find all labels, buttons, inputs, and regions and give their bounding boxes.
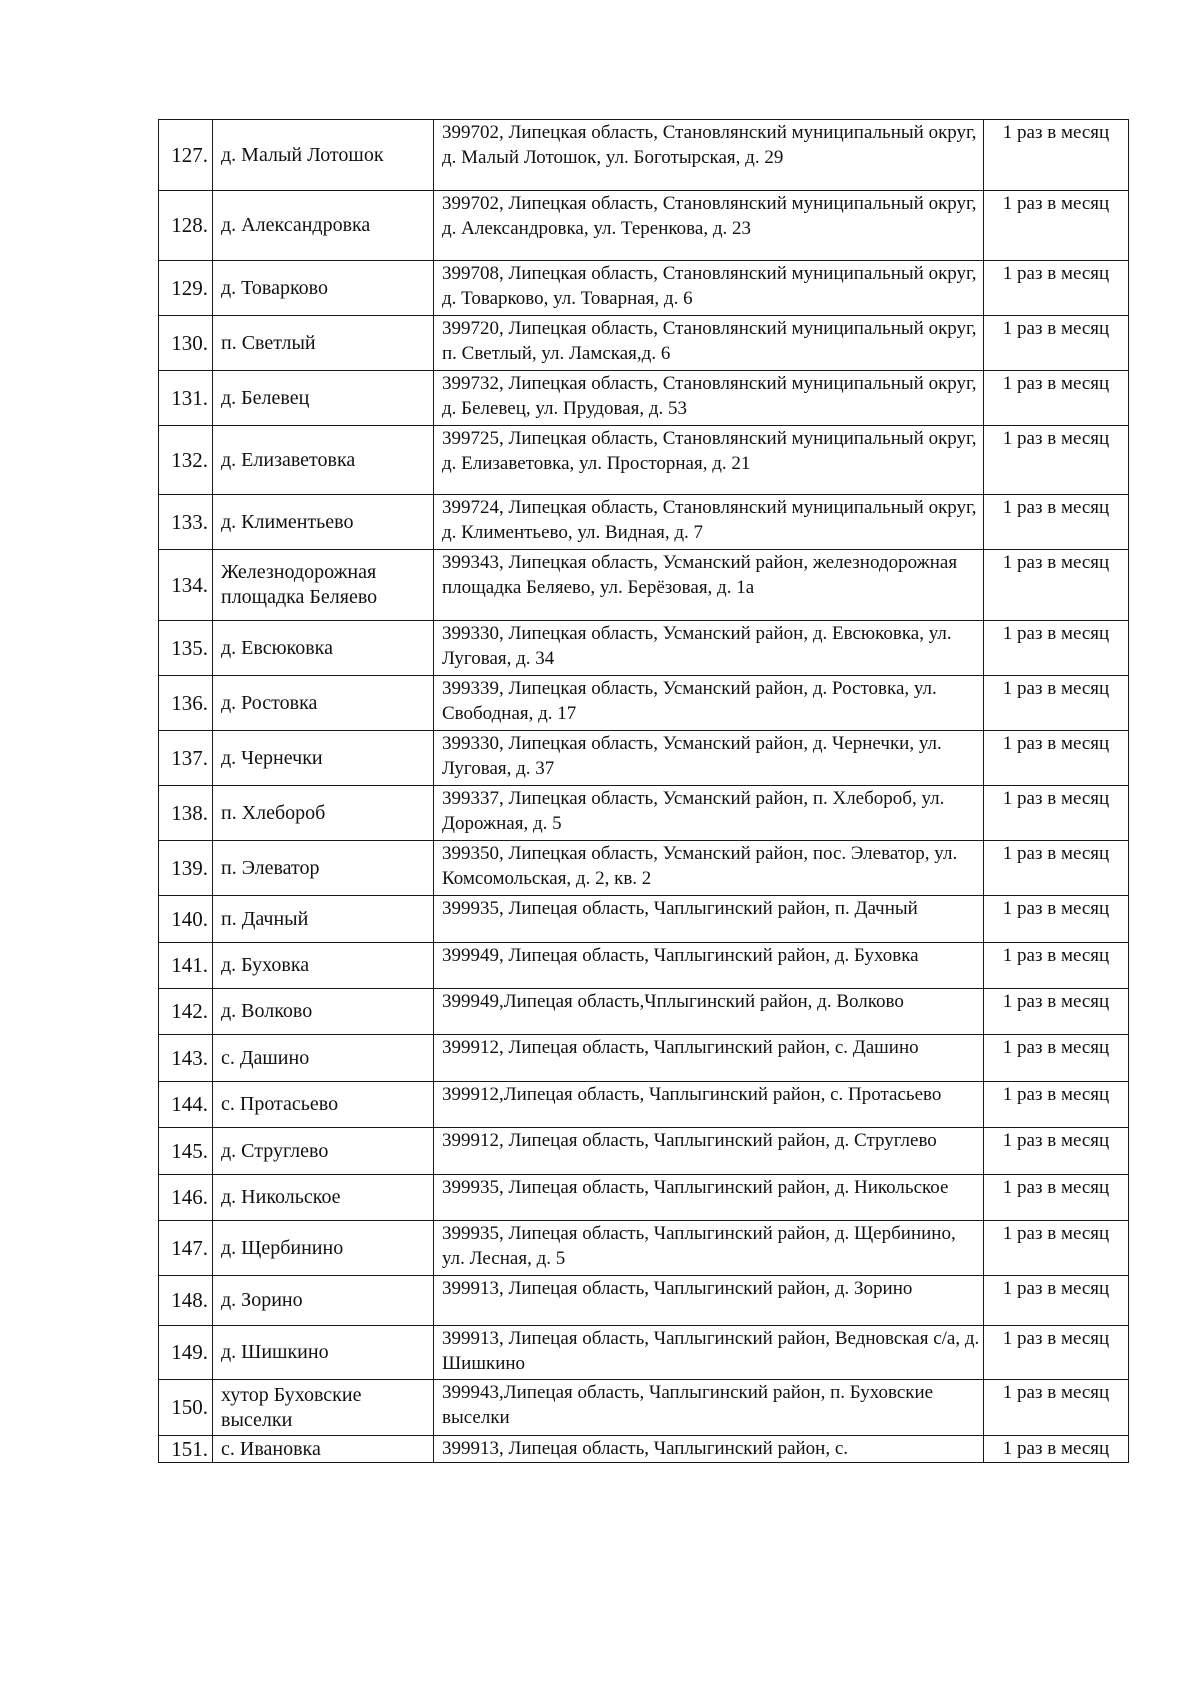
row-number: 144. <box>159 1082 213 1128</box>
row-number: 129. <box>159 261 213 316</box>
settlement-name: д. Малый Лотошок <box>213 120 434 191</box>
row-number: 145. <box>159 1128 213 1175</box>
table-row <box>159 495 1129 550</box>
row-number: 149. <box>159 1326 213 1380</box>
table-row <box>159 989 1129 1035</box>
table-row <box>159 841 1129 896</box>
table-row <box>159 1326 1129 1380</box>
settlement-address: 399330, Липецкая область, Усманский район, д. Евсюковка, ул. Луговая, д. 34 <box>434 621 984 676</box>
table-row <box>159 1276 1129 1326</box>
visit-frequency: 1 раз в месяц <box>984 1035 1129 1082</box>
settlement-name: д. Елизаветовка <box>213 426 434 495</box>
settlement-name: д. Товарково <box>213 261 434 316</box>
row-number: 146. <box>159 1175 213 1221</box>
settlement-address: 399702, Липецкая область, Становлянский муниципальный округ, д. Малый Лотошок, ул. Боготырская, д. 29 <box>434 120 984 191</box>
settlement-address: 399702, Липецкая область, Становлянский муниципальный округ, д. Александровка, ул. Теренкова, д. 23 <box>434 191 984 261</box>
visit-frequency: 1 раз в месяц <box>984 786 1129 841</box>
table-row <box>159 261 1129 316</box>
visit-frequency: 1 раз в месяц <box>984 731 1129 786</box>
settlement-name: д. Щербинино <box>213 1221 434 1276</box>
settlement-name: п. Дачный <box>213 896 434 943</box>
settlements-schedule-table <box>158 119 1129 1463</box>
settlement-name: д. Евсюковка <box>213 621 434 676</box>
row-number: 138. <box>159 786 213 841</box>
table-row <box>159 1380 1129 1436</box>
settlement-address: 399912, Липецая область, Чаплыгинский район, с. Дашино <box>434 1035 984 1082</box>
settlement-address: 399343, Липецкая область, Усманский район, железнодорожная площадка Беляево, ул. Берёзовая, д. 1а <box>434 550 984 621</box>
row-number: 130. <box>159 316 213 371</box>
settlement-address: 399913, Липецая область, Чаплыгинский район, д. Зорино <box>434 1276 984 1326</box>
row-number: 137. <box>159 731 213 786</box>
settlement-name: д. Струглево <box>213 1128 434 1175</box>
row-number: 143. <box>159 1035 213 1082</box>
settlement-name: д. Буховка <box>213 943 434 989</box>
settlement-address: 399912, Липецая область, Чаплыгинский район, д. Струглево <box>434 1128 984 1175</box>
row-number: 139. <box>159 841 213 896</box>
table-row <box>159 1436 1129 1463</box>
visit-frequency: 1 раз в месяц <box>984 1380 1129 1436</box>
visit-frequency: 1 раз в месяц <box>984 550 1129 621</box>
settlement-address: 399912,Липецая область, Чаплыгинский район, с. Протасьево <box>434 1082 984 1128</box>
visit-frequency: 1 раз в месяц <box>984 191 1129 261</box>
visit-frequency: 1 раз в месяц <box>984 989 1129 1035</box>
settlement-name: хутор Буховские выселки <box>213 1380 434 1436</box>
settlement-name: д. Зорино <box>213 1276 434 1326</box>
table-row <box>159 1128 1129 1175</box>
settlement-name: п. Элеватор <box>213 841 434 896</box>
visit-frequency: 1 раз в месяц <box>984 943 1129 989</box>
row-number: 127. <box>159 120 213 191</box>
settlement-address: 399935, Липецая область, Чаплыгинский район, д. Щербинино, ул. Лесная, д. 5 <box>434 1221 984 1276</box>
table-row <box>159 1175 1129 1221</box>
settlement-name: с. Ивановка <box>213 1436 434 1463</box>
table-row <box>159 191 1129 261</box>
row-number: 133. <box>159 495 213 550</box>
row-number: 128. <box>159 191 213 261</box>
visit-frequency: 1 раз в месяц <box>984 316 1129 371</box>
table-row <box>159 426 1129 495</box>
settlement-address: 399330, Липецкая область, Усманский район, д. Чернечки, ул. Луговая, д. 37 <box>434 731 984 786</box>
visit-frequency: 1 раз в месяц <box>984 1326 1129 1380</box>
settlement-name: д. Александровка <box>213 191 434 261</box>
visit-frequency: 1 раз в месяц <box>984 1436 1129 1463</box>
visit-frequency: 1 раз в месяц <box>984 1276 1129 1326</box>
row-number: 142. <box>159 989 213 1035</box>
visit-frequency: 1 раз в месяц <box>984 676 1129 731</box>
settlement-name: д. Климентьево <box>213 495 434 550</box>
visit-frequency: 1 раз в месяц <box>984 1128 1129 1175</box>
table-row <box>159 1221 1129 1276</box>
visit-frequency: 1 раз в месяц <box>984 426 1129 495</box>
table-row <box>159 676 1129 731</box>
settlement-address: 399949,Липецая область,Чплыгинский район, д. Волково <box>434 989 984 1035</box>
row-number: 134. <box>159 550 213 621</box>
table-row <box>159 316 1129 371</box>
settlement-name: с. Дашино <box>213 1035 434 1082</box>
table-row <box>159 371 1129 426</box>
row-number: 151. <box>159 1436 213 1463</box>
row-number: 148. <box>159 1276 213 1326</box>
settlement-address: 399943,Липецая область, Чаплыгинский район, п. Буховские выселки <box>434 1380 984 1436</box>
settlement-address: 399913, Липецая область, Чаплыгинский район, с. <box>434 1436 984 1463</box>
settlement-address: 399725, Липецкая область, Становлянский муниципальный округ, д. Елизаветовка, ул. Просторная, д. 21 <box>434 426 984 495</box>
settlement-address: 399732, Липецкая область, Становлянский муниципальный округ, д. Белевец, ул. Прудовая, д. 53 <box>434 371 984 426</box>
settlement-name: д. Волково <box>213 989 434 1035</box>
settlement-address: 399337, Липецкая область, Усманский район, п. Хлебороб, ул. Дорожная, д. 5 <box>434 786 984 841</box>
table-row <box>159 621 1129 676</box>
table-body <box>159 120 1129 1463</box>
settlement-name: д. Никольское <box>213 1175 434 1221</box>
settlement-address: 399724, Липецкая область, Становлянский муниципальный округ, д. Климентьево, ул. Видная, д. 7 <box>434 495 984 550</box>
row-number: 136. <box>159 676 213 731</box>
row-number: 132. <box>159 426 213 495</box>
settlement-address: 399949, Липецая область, Чаплыгинский район, д. Буховка <box>434 943 984 989</box>
settlement-name: д. Чернечки <box>213 731 434 786</box>
visit-frequency: 1 раз в месяц <box>984 841 1129 896</box>
settlement-name: д. Шишкино <box>213 1326 434 1380</box>
visit-frequency: 1 раз в месяц <box>984 896 1129 943</box>
visit-frequency: 1 раз в месяц <box>984 120 1129 191</box>
settlement-address: 399720, Липецкая область, Становлянский муниципальный округ, п. Светлый, ул. Ламская,д. 6 <box>434 316 984 371</box>
table-row <box>159 896 1129 943</box>
row-number: 131. <box>159 371 213 426</box>
row-number: 141. <box>159 943 213 989</box>
table-row <box>159 1082 1129 1128</box>
settlement-name: д. Ростовка <box>213 676 434 731</box>
visit-frequency: 1 раз в месяц <box>984 1175 1129 1221</box>
table-row <box>159 120 1129 191</box>
settlement-address: 399935, Липецая область, Чаплыгинский район, п. Дачный <box>434 896 984 943</box>
row-number: 147. <box>159 1221 213 1276</box>
settlement-name: с. Протасьево <box>213 1082 434 1128</box>
settlement-address: 399913, Липецая область, Чаплыгинский район, Ведновская с/а, д. Шишкино <box>434 1326 984 1380</box>
table-row <box>159 786 1129 841</box>
visit-frequency: 1 раз в месяц <box>984 1221 1129 1276</box>
row-number: 150. <box>159 1380 213 1436</box>
visit-frequency: 1 раз в месяц <box>984 261 1129 316</box>
visit-frequency: 1 раз в месяц <box>984 371 1129 426</box>
settlement-name: п. Хлебороб <box>213 786 434 841</box>
row-number: 135. <box>159 621 213 676</box>
table-row <box>159 1035 1129 1082</box>
table-row <box>159 731 1129 786</box>
settlement-name: п. Светлый <box>213 316 434 371</box>
table-row <box>159 550 1129 621</box>
visit-frequency: 1 раз в месяц <box>984 1082 1129 1128</box>
settlement-name: д. Белевец <box>213 371 434 426</box>
table-row <box>159 943 1129 989</box>
settlement-address: 399935, Липецая область, Чаплыгинский район, д. Никольское <box>434 1175 984 1221</box>
row-number: 140. <box>159 896 213 943</box>
settlement-address: 399708, Липецкая область, Становлянский муниципальный округ, д. Товарково, ул. Товарная, д. 6 <box>434 261 984 316</box>
visit-frequency: 1 раз в месяц <box>984 621 1129 676</box>
settlement-address: 399350, Липецкая область, Усманский район, пос. Элеватор, ул. Комсомольская, д. 2, кв. 2 <box>434 841 984 896</box>
visit-frequency: 1 раз в месяц <box>984 495 1129 550</box>
settlement-name: Железнодорожная площадка Беляево <box>213 550 434 621</box>
settlement-address: 399339, Липецкая область, Усманский район, д. Ростовка, ул. Свободная, д. 17 <box>434 676 984 731</box>
